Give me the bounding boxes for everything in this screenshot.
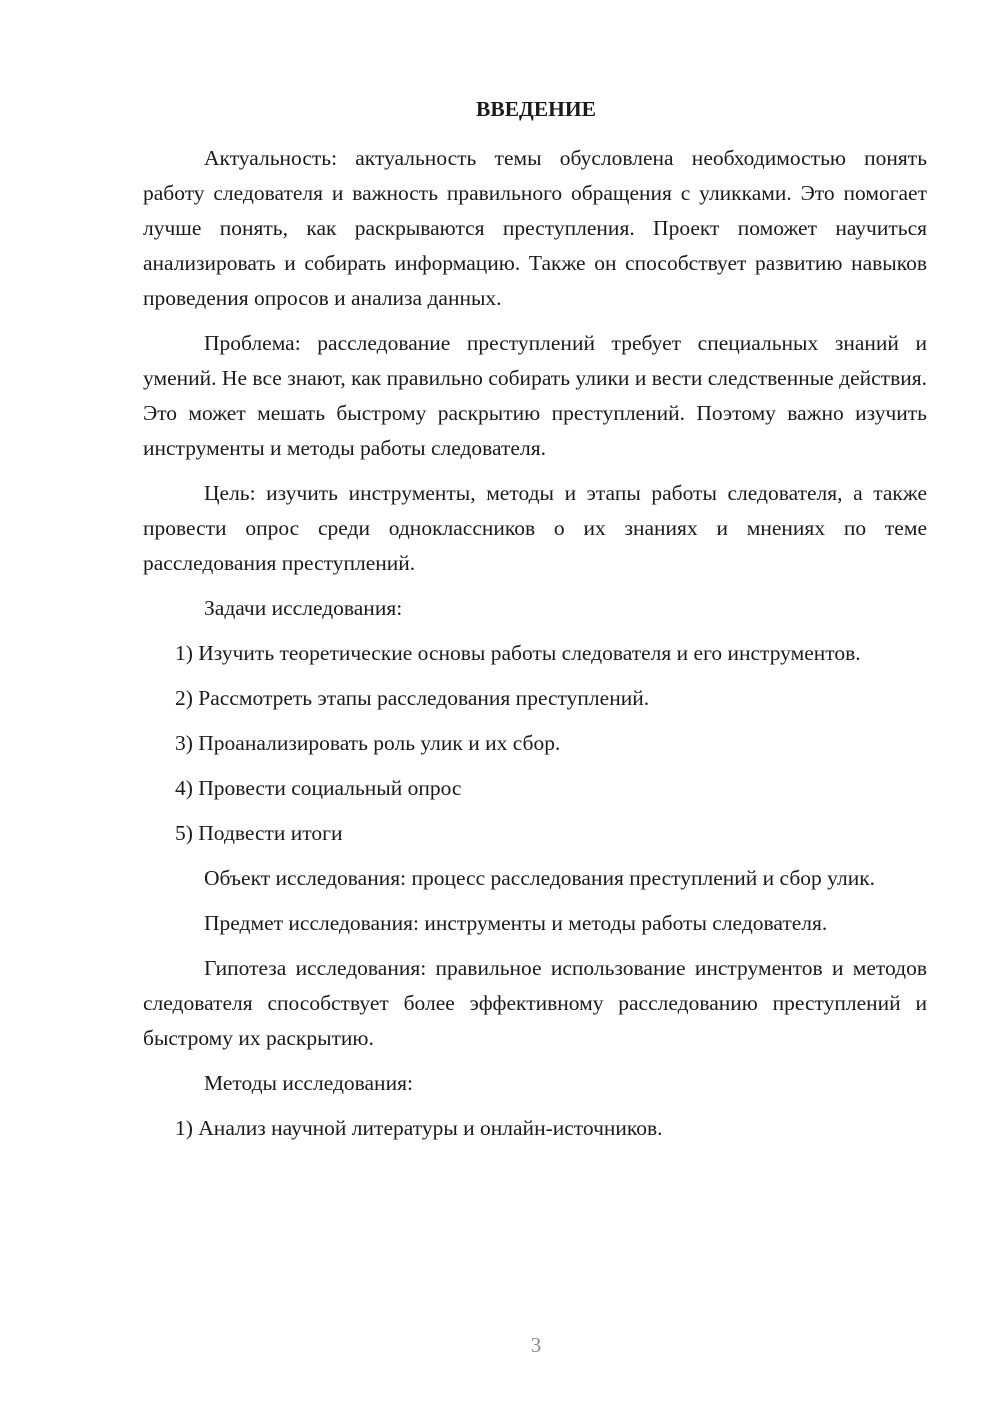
task-item: 5) Подвести итоги (175, 821, 343, 845)
page-number: 3 (530, 1333, 542, 1357)
task-item: 3) Проанализировать роль улик и их сбор. (175, 731, 561, 755)
method-item: 1) Анализ научной литературы и онлайн-источников. (175, 1116, 663, 1140)
section-heading: ВВЕДЕНИЕ (476, 97, 596, 121)
hypothesis-paragraph: Гипотеза исследования: правильное использование инструментов и методов следователя способствует более эффективному расследованию преступлений и быстрому их раскрытию. (143, 956, 927, 1050)
subject-paragraph: Предмет исследования: инструменты и методы работы следователя. (204, 911, 828, 935)
relevance-paragraph: Актуальность: актуальность темы обусловлена необходимостью понять работу следователя и важность правильного обращения с уликками. Это помогает лучше понять, как раскрываются преступления. Проект поможет научиться анализировать и собирать информацию. Также он способствует развитию навыков проведения опросов и анализа данных. (143, 146, 927, 310)
task-item: 2) Рассмотреть этапы расследования преступлений. (175, 686, 650, 710)
problem-paragraph: Проблема: расследование преступлений требует специальных знаний и умений. Не все знают, как правильно собирать улики и вести следственные действия. Это может мешать быстрому раскрытию преступлений. Поэтому важно изучить инструменты и методы работы следователя. (143, 331, 927, 460)
object-paragraph: Объект исследования: процесс расследования преступлений и сбор улик. (204, 866, 876, 890)
task-item: 1) Изучить теоретические основы работы следователя и его инструментов. (175, 641, 861, 665)
task-item: 4) Провести социальный опрос (175, 776, 462, 800)
tasks-heading: Задачи исследования: (204, 596, 403, 620)
methods-heading: Методы исследования: (204, 1071, 413, 1095)
goal-paragraph: Цель: изучить инструменты, методы и этапы работы следователя, а также провести опрос среди одноклассников о их знаниях и мнениях по теме расследования преступлений. (143, 481, 927, 575)
page-content (143, 92, 927, 1156)
